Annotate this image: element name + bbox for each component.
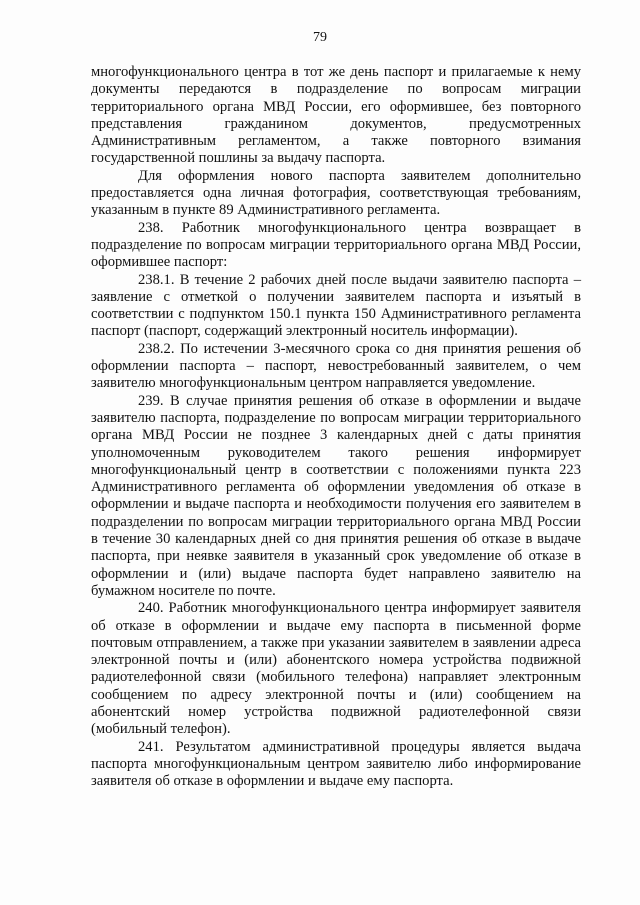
paragraph-239: 239. В случае принятия решения об отказе в оформлении и выдаче заявителю паспорта, подразделение по вопросам миграции территориального органа МВД России не позднее 3 календарных дней с даты принятия уполномоченным руководителем такого решения информирует многофункциональный центр в соответствии с положениями пункта 223 Административного регламента об оформлении уведомления об отказе в оформлении и выдаче паспорта и необходимости получения его заявителем в подразделении по вопросам миграции территориального органа МВД России в течение 30 календарных дней со дня принятия решения об отказе в выдаче паспорта, при неявке заявителя в указанный срок уведомление об отказе в оформлении и (или) выдаче паспорта будет направлено заявителю на бумажном носителе по почте. bbox=[91, 392, 581, 599]
paragraph-continuation: многофункционального центра в тот же день паспорт и прилагаемые к нему документы передаются в подразделение по вопросам миграции территориального органа МВД России, его оформившее, без повторного представления гражданином документов, предусмотренных Административным регламентом, а также повторного взимания государственной пошлины за выдачу паспорта. bbox=[91, 64, 581, 167]
paragraph-240: 240. Работник многофункционального центра информирует заявителя об отказе в оформлении и выдаче ему паспорта в письменной форме почтовым отправлением, а также при указании заявителем в заявлении адреса электронной почты и (или) абонентского номера устройства подвижной радиотелефонной связи (мобильного телефона) направляет электронным сообщением по адресу электронной почты и (или) сообщением на абонентский номер устройства подвижной радиотелефонной связи (мобильный телефон). bbox=[91, 600, 581, 738]
paragraph-241: 241. Результатом административной процедуры является выдача паспорта многофункциональным центром заявителю либо информирование заявителя об отказе в оформлении и выдаче ему паспорта. bbox=[91, 738, 581, 790]
document-body bbox=[91, 64, 581, 790]
paragraph-238-1: 238.1. В течение 2 рабочих дней после выдачи заявителю паспорта – заявление с отметкой о получении заявителем паспорта и изъятый в соответствии с подпунктом 150.1 пункта 150 Административного регламента паспорт (паспорт, содержащий электронный носитель информации). bbox=[91, 271, 581, 340]
page-number: 79 bbox=[313, 30, 327, 45]
paragraph-238-2: 238.2. По истечении 3-месячного срока со дня принятия решения об оформлении паспорта – паспорт, невостребованный заявителем, о чем заявителю многофункциональным центром направляется уведомление. bbox=[91, 340, 581, 392]
paragraph-photo-requirement: Для оформления нового паспорта заявителем дополнительно предоставляется одна личная фотография, соответствующая требованиям, указанным в пункте 89 Административного регламента. bbox=[91, 167, 581, 219]
paragraph-238: 238. Работник многофункционального центра возвращает в подразделение по вопросам миграции территориального органа МВД России, оформившее паспорт: bbox=[91, 219, 581, 271]
